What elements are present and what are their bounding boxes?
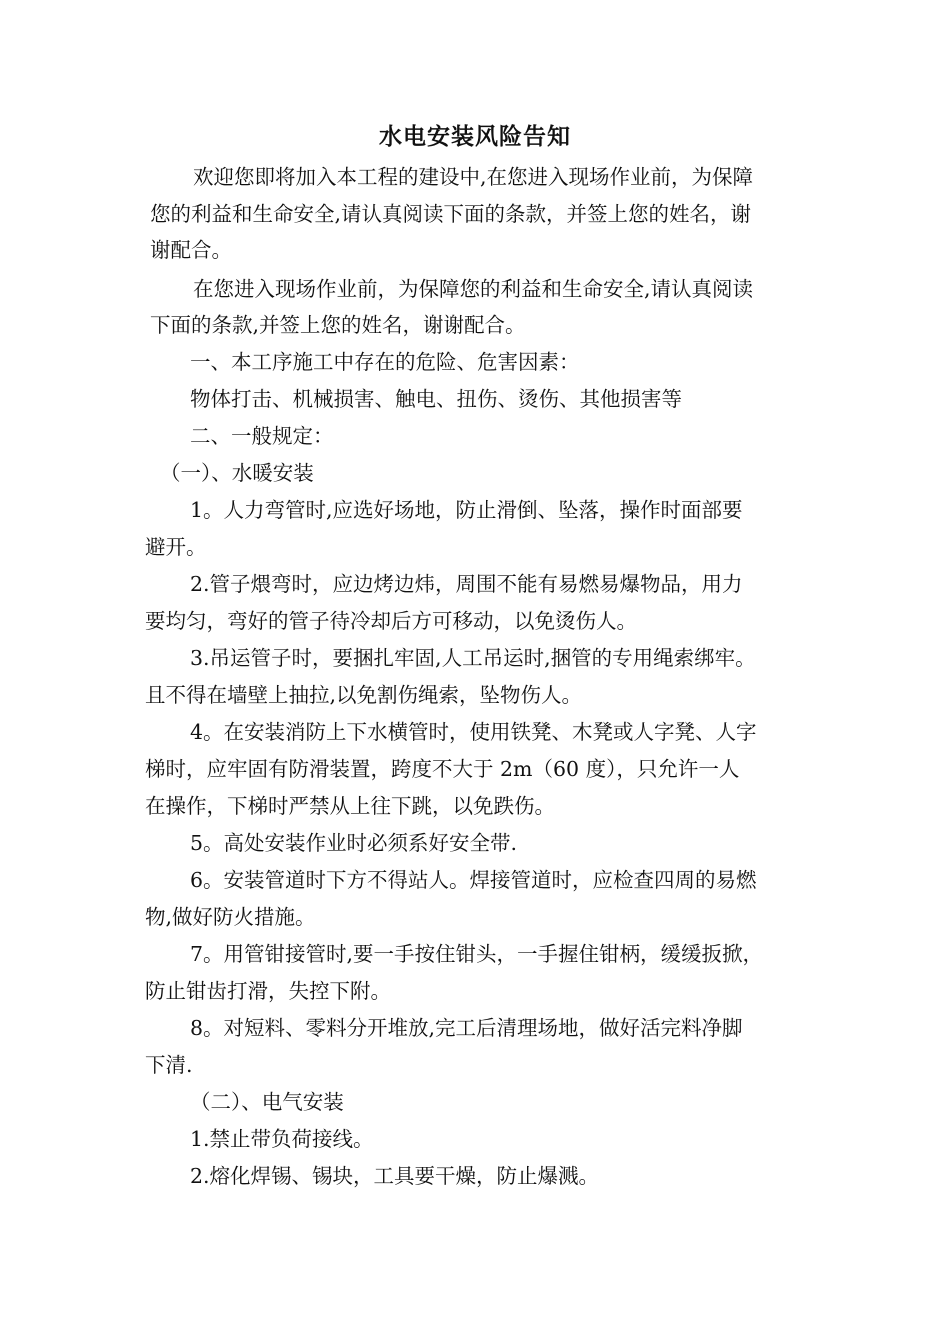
list-item: 2.管子煨弯时，应边烤边炜，周围不能有易燃易爆物品，用力 (190, 572, 743, 596)
list-item-continuation: 下清. (145, 1053, 193, 1077)
list-item-continuation: 且不得在墙壁上抽拉,以免割伤绳索，坠物伤人。 (145, 683, 583, 707)
section-heading: 一、本工序施工中存在的危险、危害因素： (190, 350, 580, 374)
page-title: 水电安装风险告知 (379, 123, 571, 150)
paragraph-line: 您的利益和生命安全,请认真阅读下面的条款，并签上您的姓名，谢 (150, 202, 752, 226)
list-item: 7。用管钳接管时,要一手按住钳头，一手握住钳柄，缓缓扳掀， (190, 942, 764, 966)
list-item-continuation: 避开。 (145, 535, 207, 559)
section-heading: 二、一般规定： (190, 424, 334, 448)
list-item-continuation: 物,做好防火措施。 (145, 905, 316, 929)
paragraph-line: 谢配合。 (150, 238, 232, 262)
list-item: 6。安装管道时下方不得站人。焊接管道时，应检查四周的易燃 (190, 868, 757, 892)
paragraph-line: 物体打击、机械损害、触电、扭伤、烫伤、其他损害等 (190, 387, 682, 411)
list-item-continuation: 防止钳齿打滑，失控下附。 (145, 979, 391, 1003)
list-item: 5。高处安装作业时必须系好安全带. (190, 831, 518, 855)
list-item: 2.熔化焊锡、锡块，工具要干燥，防止爆溅。 (190, 1164, 600, 1188)
subsection-heading: （二）、电气安装 (190, 1090, 344, 1114)
list-item: 4。在安装消防上下水横管时，使用铁凳、木凳或人字凳、人字 (190, 720, 757, 744)
list-item-continuation: 要均匀，弯好的管子待冷却后方可移动，以免烫伤人。 (145, 609, 637, 633)
list-item-continuation: 在操作，下梯时严禁从上往下跳，以免跌伤。 (145, 794, 555, 818)
list-item: 8。对短料、零料分开堆放,完工后清理场地，做好活完料净脚 (190, 1016, 743, 1040)
list-item: 1。人力弯管时,应选好场地，防止滑倒、坠落，操作时面部要 (190, 498, 743, 522)
list-item-continuation: 梯时，应牢固有防滑装置，跨度不大于 2m（60 度），只允许一人 (145, 757, 740, 781)
paragraph-line: 在您进入现场作业前，为保障您的利益和生命安全,请认真阅读 (193, 277, 754, 301)
paragraph-line: 下面的条款,并签上您的姓名，谢谢配合。 (150, 313, 526, 337)
paragraph-line: 欢迎您即将加入本工程的建设中,在您进入现场作业前，为保障 (193, 165, 754, 189)
subsection-heading: （一）、水暖安装 (160, 461, 314, 485)
list-item: 1.禁止带负荷接线。 (190, 1127, 374, 1151)
list-item: 3.吊运管子时，要捆扎牢固,人工吊运时,捆管的专用绳索绑牢。 (190, 646, 756, 670)
